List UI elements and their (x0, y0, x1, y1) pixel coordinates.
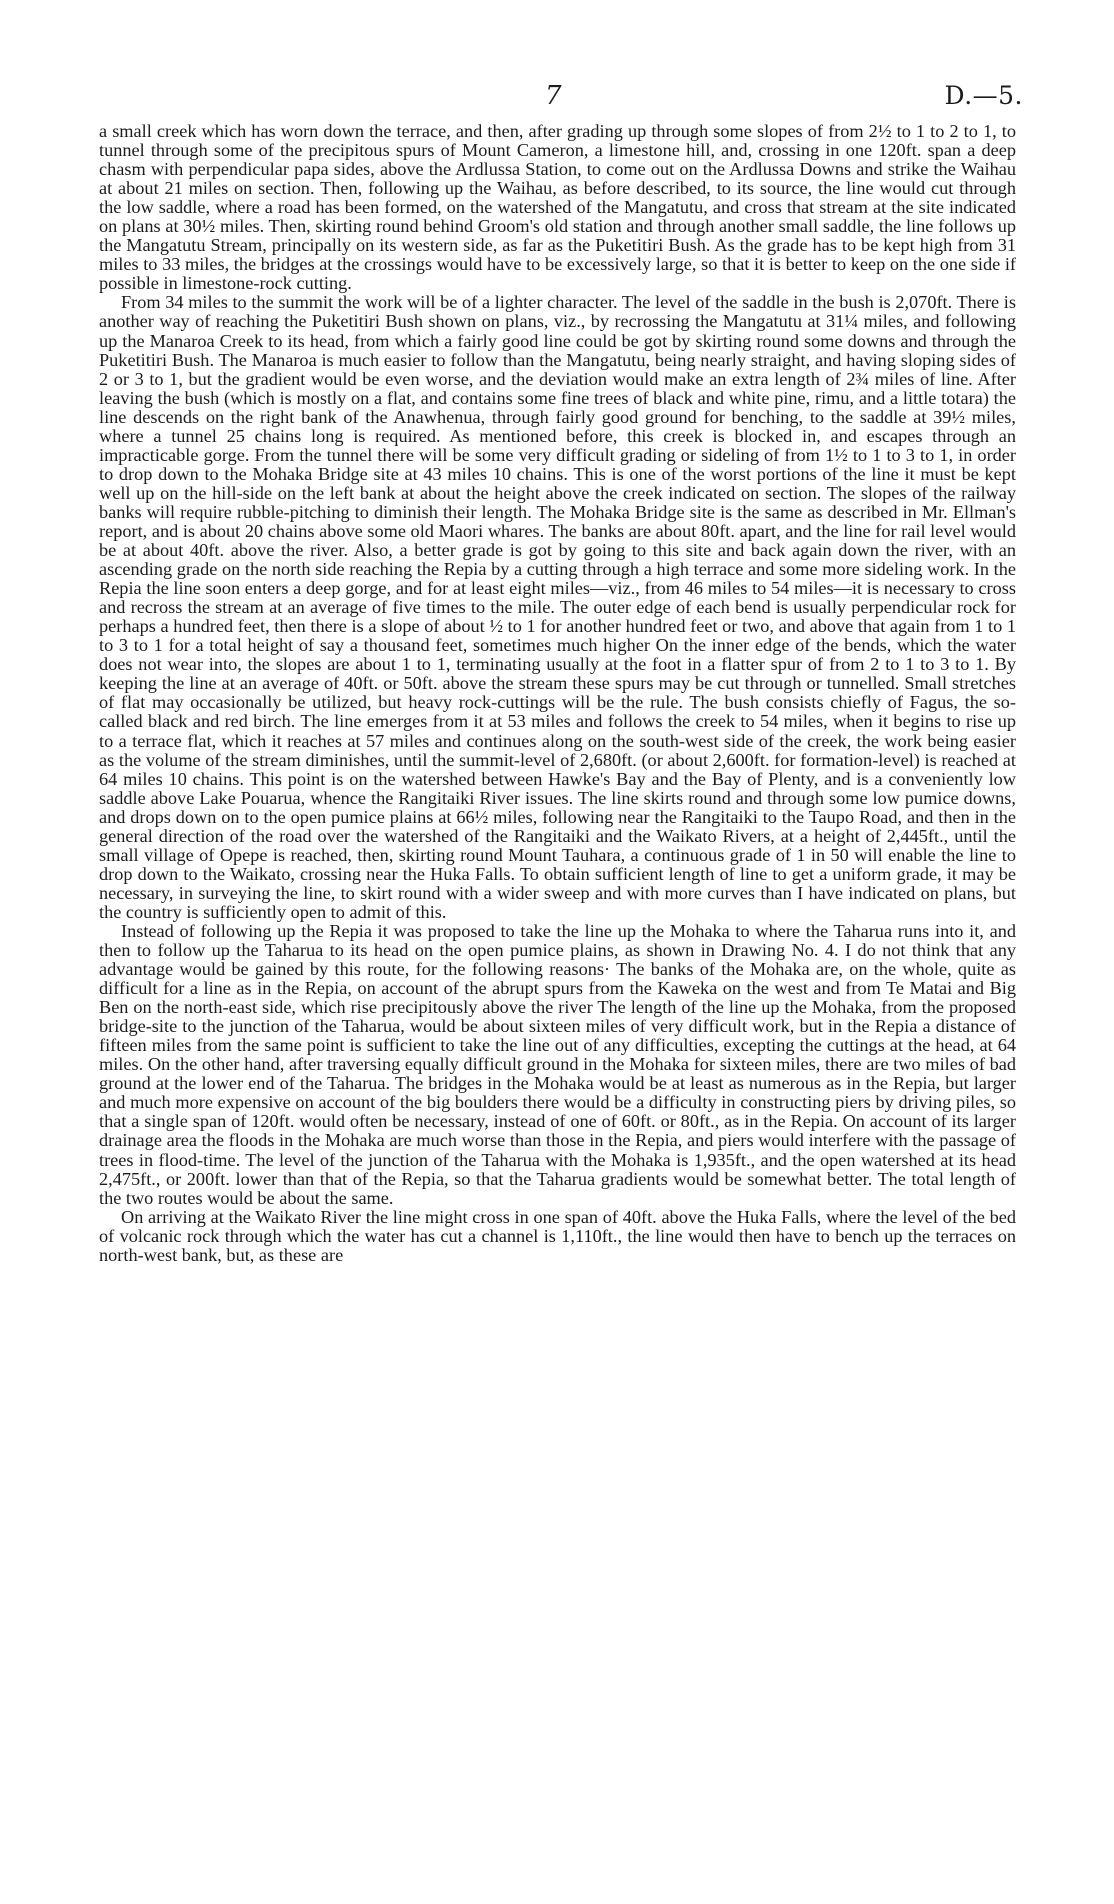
paragraph-puketitiri-to-waikato: From 34 miles to the summit the work will be of a lighter character. The level of the saddle in the bush is 2,070ft. There is another way of reaching the Puketitiri Bush shown on plans, viz., by recrossing the Mangatutu at 31¼ miles, and following up the Manaroa Creek to its head, from which a fairly good line could be got by skirting round some downs and through the Puketitiri Bush. The Manaroa is much easier to follow than the Mangatutu, being nearly straight, and having sloping sides of 2 or 3 to 1, but the gradient would be even worse, and the deviation would make an extra length of 2¾ miles of line. After leaving the bush (which is mostly on a flat, and contains some fine trees of black and white pine, rimu, and a little totara) the line descends on the right bank of the Anawhenua, through fairly good ground for benching, to the saddle at 39½ miles, where a tunnel 25 chains long is required. As mentioned before, this creek is blocked in, and escapes through an impracticable gorge. From the tunnel there will be some very difficult grading or sideling of from 1½ to 1 to 3 to 1, in order to drop down to the Mohaka Bridge site at 43 miles 10 chains. This is one of the worst portions of the line it must be kept well up on the hill-side on the left bank at about the height above the creek indicated on section. The slopes of the railway banks will require rubble-pitching to diminish their length. The Mohaka Bridge site is the same as described in Mr. Ellman's report, and is about 20 chains above some old Maori whares. The banks are about 80ft. apart, and the line for rail level would be at about 40ft. above the river. Also, a better grade is got by going to this site and back again down the river, with an ascending grade on the north side reaching the Repia by a cutting through a high terrace and some more sideling work. In the Repia the line soon enters a deep gorge, and for at least eight miles—viz., from 46 miles to 54 miles—it is necessary to cross and recross the stream at an average of five times to the mile. The outer edge of each bend is usually perpendicular rock for perhaps a hundred feet, then there is a slope of about ½ to 1 for another hundred feet or two, and above that again from 1 to 1 to 3 to 1 for a total height of say a thousand feet, sometimes much higher On the inner edge of the bends, which the water does not wear into, the slopes are about 1 to 1, terminating usually at the foot in a flatter spur of from 2 to 1 to 3 to 1. By keeping the line at an average of 40ft. or 50ft. above the stream these spurs may be cut through or tunnelled. Small stretches of flat may occasionally be utilized, but heavy rock-cuttings will be the rule. The bush consists chiefly of Fagus, the so-called black and red birch. The line emerges from it at 53 miles and follows the creek to 54 miles, when it begins to rise up to a terrace flat, which it reaches at 57 miles and continues along on the south-west side of the creek, the work being easier as the volume of the stream diminishes, until the summit-level of 2,680ft. (or about 2,600ft. for formation-level) is reached at 64 miles 10 chains. This point is on the watershed between Hawke's Bay and the Bay of Plenty, and is a conveniently low saddle above Lake Pouarua, whence the Rangitaiki River issues. The line skirts round and through some low pumice downs, and drops down on to the open pumice plains at 66½ miles, following near the Rangitaiki to the Taupo Road, and then in the general direction of the road over the watershed of the Rangitaiki and the Waikato Rivers, at a height of 2,445ft., until the small village of Opepe is reached, then, skirting round Mount Tauhara, a continuous grade of 1 in 50 will enable the line to drop down to the Waikato, crossing near the Huka Falls. To obtain sufficient length of line to get a uniform grade, it may be necessary, in surveying the line, to skirt round with a wider sweep and with more curves than I have indicated on plans, but the country is sufficiently open to admit of this. (99, 292, 1016, 922)
paragraph-continuation: a small creek which has worn down the terrace, and then, after grading up through some slopes of from 2½ to 1 to 2 to 1, to tunnel through some of the precipitous spurs of Mount Cameron, a limestone hill, and, crossing in one 120ft. span a deep chasm with perpendicular papa sides, above the Ardlussa Station, to come out on the Ardlussa Downs and strike the Waihau at about 21 miles on section. Then, following up the Waihau, as before described, to its source, the line would cut through the low saddle, where a road has been formed, on the watershed of the Mangatutu, and cross that stream at the site indicated on plans at 30½ miles. Then, skirting round behind Groom's old station and through another small saddle, the line follows up the Mangatutu Stream, principally on its western side, as far as the Puketitiri Bush. As the grade has to be kept high from 31 miles to 33 miles, the bridges at the crossings would have to be excessively large, so that it is better to keep on the one side if possible in limestone-rock cutting. (99, 121, 1016, 294)
page-header (0, 78, 1114, 114)
paragraph-mohaka-route-comparison: Instead of following up the Repia it was proposed to take the line up the Mohaka to where the Taharua runs into it, and then to follow up the Taharua to its head on the open pumice plains, as shown in Drawing No. 4. I do not think that any advantage would be gained by this route, for the following reasons· The banks of the Mohaka are, on the whole, quite as difficult for a line as in the Repia, on account of the abrupt spurs from the Kaweka on the west and from Te Matai and Big Ben on the north-east side, which rise precipitously above the river The length of the line up the Mohaka, from the proposed bridge-site to the junction of the Taharua, would be about sixteen miles of very difficult work, but in the Repia a distance of fifteen miles from the same point is sufficient to take the line out of any difficulties, excepting the cuttings at the head, at 64 miles. On the other hand, after traversing equally difficult ground in the Mohaka for sixteen miles, there are two miles of bad ground at the lower end of the Taharua. The bridges in the Mohaka would be at least as numerous as in the Repia, but larger and much more expensive on account of the big boulders there would be a difficulty in constructing piers by driving piles, so that a single span of 120ft. would often be necessary, instead of one of 60ft. or 80ft., as in the Repia. On account of its larger drainage area the floods in the Mohaka are much worse than those in the Repia, and piers would interfere with the passage of trees in flood-time. The level of the junction of the Taharua with the Mohaka is 1,935ft., and the open watershed at its head 2,475ft., or 200ft. lower than that of the Repia, so that the Taharua gradients would be somewhat better. The total length of the two routes would be about the same. (99, 920, 1016, 1208)
body-text (99, 122, 1016, 1265)
page-number: 7 (545, 81, 562, 111)
document-reference: D.—5. (944, 81, 1023, 110)
paragraph-waikato-crossing: On arriving at the Waikato River the line might cross in one span of 40ft. above the Huka Falls, where the level of the bed of volcanic rock through which the water has cut a channel is 1,110ft., the line would then have to bench up the terraces on north-west bank, but, as these are (99, 1206, 1016, 1265)
